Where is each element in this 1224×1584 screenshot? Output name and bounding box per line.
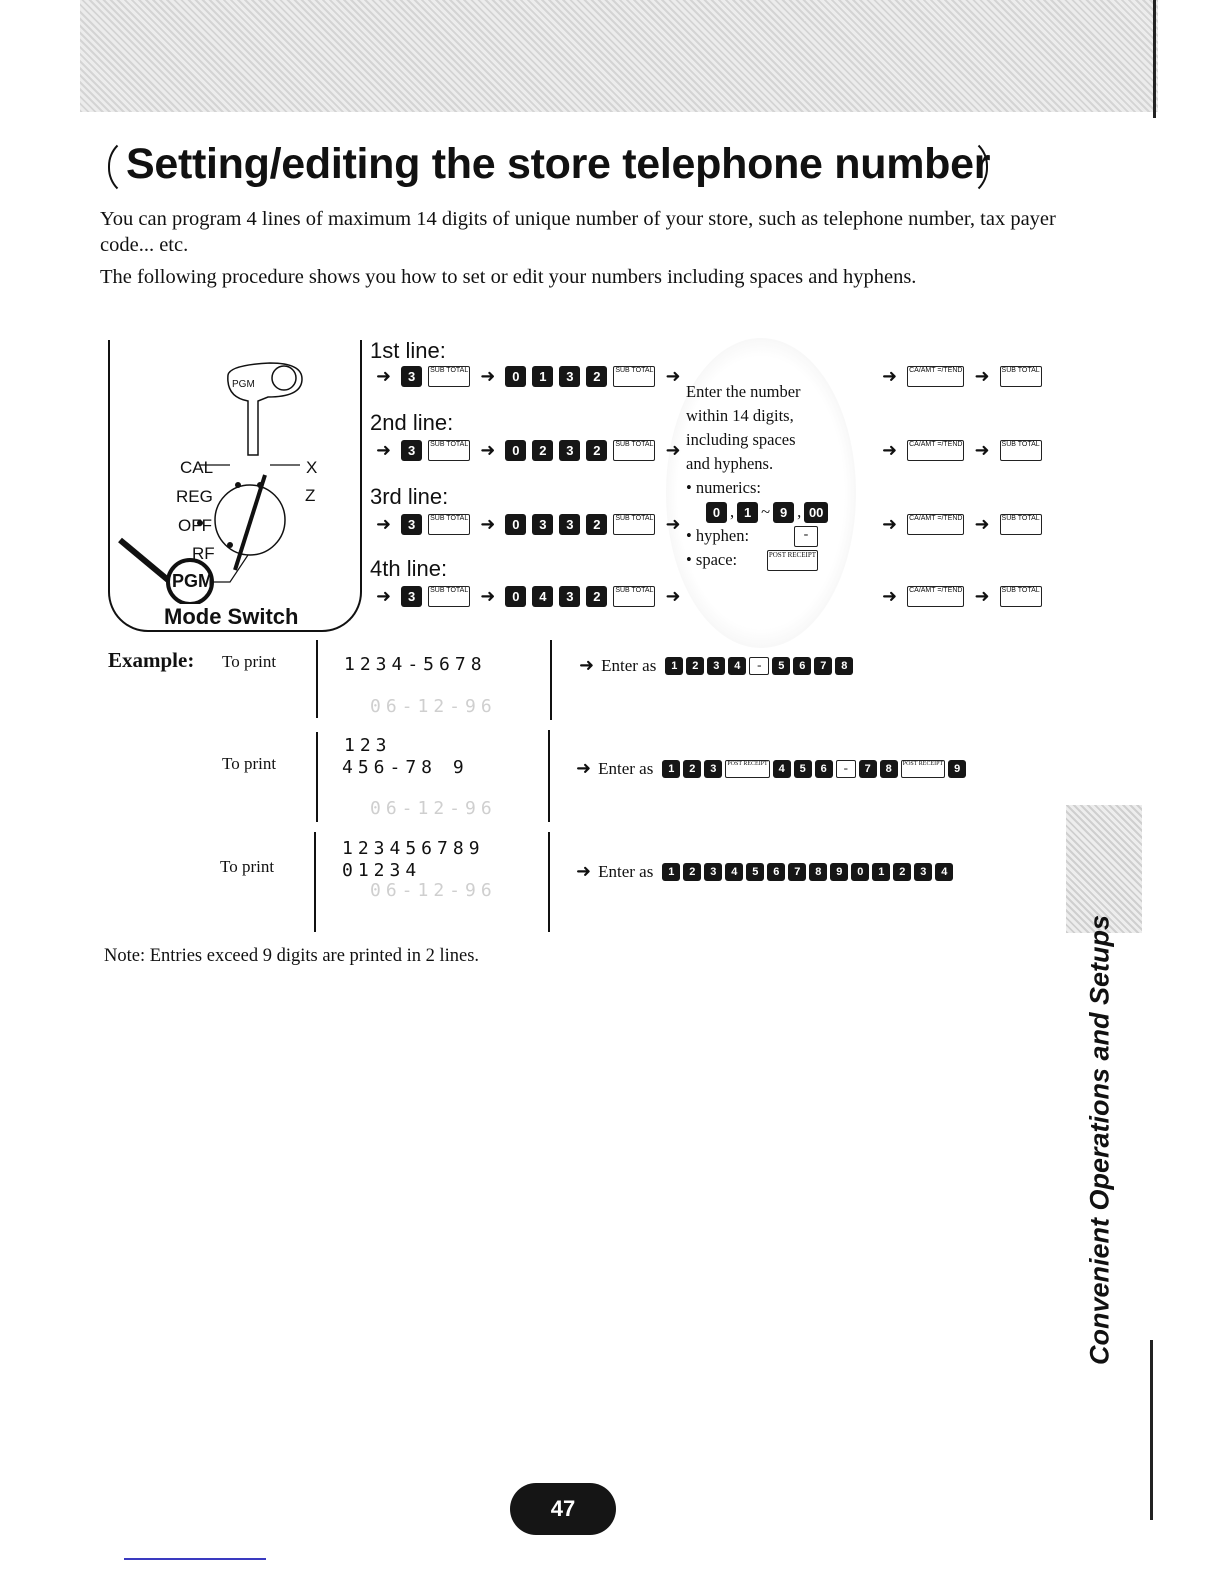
- hyphen-label: • hyphen:: [686, 526, 750, 545]
- page-title: Setting/editing the store telephone number: [126, 140, 991, 188]
- key-0: 0: [706, 502, 727, 523]
- print-sample-2b: 456-78 9: [342, 757, 469, 778]
- intro-paragraph-2: The following procedure shows you how to set or edit your numbers including spaces and hyphens.: [100, 266, 917, 288]
- ca-tend-key: CA/AMT =/TEND: [907, 440, 964, 461]
- ca-tend-key: CA/AMT =/TEND: [907, 586, 964, 607]
- post-receipt-key: POST RECEIPT: [767, 550, 818, 571]
- subtotal-key: SUB TOTAL: [613, 366, 655, 387]
- margin-rule-lower: [1150, 1340, 1153, 1520]
- key-3: 3: [401, 514, 422, 535]
- position-x: X: [306, 458, 318, 477]
- subtotal-key: SUB TOTAL: [1000, 440, 1042, 461]
- line-finish-sequence: [878, 586, 1042, 607]
- arrow-icon: ➜: [376, 514, 392, 534]
- enter-as-label: Enter as: [598, 758, 654, 778]
- arrow-icon: ➜: [480, 440, 496, 460]
- digit-key: 6: [767, 863, 785, 881]
- post-receipt-key: POST RECEIPT: [901, 760, 945, 778]
- arrow-icon: ➜: [974, 366, 990, 386]
- page-number: 47: [510, 1483, 616, 1535]
- bubble-line: within 14 digits,: [686, 406, 794, 425]
- bubble-line: Enter the number: [686, 382, 801, 401]
- mode-switch-title: Mode Switch: [160, 604, 302, 630]
- to-print-label-1: To print: [222, 652, 277, 671]
- line-key-sequence: [372, 586, 685, 607]
- arrow-icon: ➜: [665, 586, 681, 606]
- bubble-text: [686, 380, 828, 572]
- ca-tend-key: CA/AMT =/TEND: [907, 514, 964, 535]
- digit-key: 3: [914, 863, 932, 881]
- range-dash: ~: [761, 502, 771, 521]
- enter-as-label: Enter as: [598, 861, 654, 881]
- print-date-3: 06-12-96: [370, 880, 497, 901]
- line-label: 2nd line:: [370, 410, 454, 435]
- arrow-icon: ➜: [974, 514, 990, 534]
- arrow-icon: ➜: [480, 586, 496, 606]
- subtotal-key: SUB TOTAL: [428, 514, 470, 535]
- digit-key: 7: [859, 760, 877, 778]
- arrow-icon: ➜: [576, 758, 592, 778]
- position-reg: REG: [176, 487, 213, 506]
- digit-key: 7: [814, 657, 832, 675]
- divider: [316, 732, 318, 822]
- digit-key: 3: [704, 863, 722, 881]
- digit-key: 2: [683, 863, 701, 881]
- code-key: 3: [559, 366, 580, 387]
- digit-key: 1: [665, 657, 683, 675]
- code-key: 3: [559, 514, 580, 535]
- subtotal-key: SUB TOTAL: [613, 586, 655, 607]
- subtotal-key: SUB TOTAL: [1000, 586, 1042, 607]
- digit-key: 8: [880, 760, 898, 778]
- position-pgm: PGM: [172, 571, 214, 591]
- enter-as-row-1: [575, 655, 853, 676]
- numerics-keys: [686, 500, 828, 524]
- divider: [548, 832, 550, 932]
- arrow-icon: ➜: [480, 514, 496, 534]
- arrow-icon: ➜: [480, 366, 496, 386]
- line-finish-sequence: [878, 514, 1042, 535]
- space-label: • space:: [686, 550, 738, 569]
- code-key: 1: [532, 366, 553, 387]
- subtotal-key: SUB TOTAL: [428, 366, 470, 387]
- code-key: 2: [586, 514, 607, 535]
- line-label: 3rd line:: [370, 484, 449, 509]
- enter-as-label: Enter as: [601, 655, 657, 675]
- subtotal-key: SUB TOTAL: [1000, 366, 1042, 387]
- digit-key: 5: [746, 863, 764, 881]
- separator: ,: [730, 502, 735, 521]
- key-3: 3: [401, 366, 422, 387]
- arrow-icon: ➜: [882, 366, 898, 386]
- code-key: 0: [505, 586, 526, 607]
- key-label: PGM: [232, 379, 255, 390]
- digit-key: 4: [728, 657, 746, 675]
- print-sample-1: 1234-5678: [344, 654, 487, 675]
- line-label: 1st line:: [370, 338, 446, 363]
- line-key-sequence: [372, 514, 685, 535]
- digit-key: 8: [809, 863, 827, 881]
- arrow-icon: ➜: [882, 440, 898, 460]
- line-label: 4th line:: [370, 556, 448, 581]
- digit-key: 6: [815, 760, 833, 778]
- code-key: 2: [586, 586, 607, 607]
- key-1: 1: [737, 502, 758, 523]
- digit-key: 3: [704, 760, 722, 778]
- print-sample-3a: 123456789: [342, 838, 485, 859]
- enter-as-row-2: [572, 758, 966, 779]
- arrow-icon: ➜: [882, 514, 898, 534]
- digit-key: 4: [773, 760, 791, 778]
- hyphen-row: [686, 524, 818, 548]
- arrow-icon: ➜: [576, 861, 592, 881]
- arrow-icon: ➜: [665, 514, 681, 534]
- divider: [314, 832, 316, 932]
- arrow-icon: ➜: [974, 440, 990, 460]
- header-band: [80, 0, 1158, 112]
- print-sample-2a: 123: [344, 735, 392, 756]
- subtotal-key: SUB TOTAL: [613, 440, 655, 461]
- digit-key: 9: [830, 863, 848, 881]
- code-key: 2: [586, 440, 607, 461]
- code-key: 0: [505, 366, 526, 387]
- digit-key: 2: [683, 760, 701, 778]
- divider: [316, 640, 318, 718]
- digit-key: 9: [948, 760, 966, 778]
- ca-tend-key: CA/AMT =/TEND: [907, 366, 964, 387]
- to-print-label-3: To print: [220, 857, 275, 876]
- print-sample-3b: 01234: [342, 860, 422, 881]
- arrow-icon: ➜: [579, 655, 595, 675]
- digit-key: 3: [707, 657, 725, 675]
- hyphen-key: -: [836, 760, 856, 778]
- digit-key: 5: [772, 657, 790, 675]
- side-tab-label: Convenient Operations and Setups: [1084, 914, 1115, 1366]
- digit-key: 7: [788, 863, 806, 881]
- digit-key: 0: [851, 863, 869, 881]
- line-key-sequence: [372, 440, 685, 461]
- print-date-2: 06-12-96: [370, 798, 497, 819]
- example-label: Example:: [108, 648, 195, 672]
- code-key: 4: [532, 586, 553, 607]
- post-receipt-key: POST RECEIPT: [725, 760, 769, 778]
- position-rf: RF: [192, 544, 215, 563]
- numerics-label: • numerics:: [686, 478, 761, 497]
- key-3: 3: [401, 586, 422, 607]
- bubble-line: and hyphens.: [686, 454, 774, 473]
- line-finish-sequence: [878, 366, 1042, 387]
- key-icon: [228, 363, 302, 455]
- arrow-icon: ➜: [665, 366, 681, 386]
- hyphen-key: -: [749, 657, 769, 675]
- code-key: 3: [559, 440, 580, 461]
- digit-key: 4: [725, 863, 743, 881]
- key-3: 3: [401, 440, 422, 461]
- digit-key: 1: [662, 760, 680, 778]
- bubble-line: including spaces: [686, 430, 796, 449]
- footer-rule: [124, 1558, 266, 1560]
- subtotal-key: SUB TOTAL: [428, 440, 470, 461]
- space-row: [686, 548, 818, 572]
- key-00: 00: [804, 502, 828, 523]
- key-9: 9: [773, 502, 794, 523]
- intro-paragraph-1: You can program 4 lines of maximum 14 digits of unique number of your store, such as telephone number, tax payer code... etc.: [100, 208, 1056, 256]
- position-off: OFF: [178, 516, 212, 535]
- digit-key: 2: [686, 657, 704, 675]
- code-key: 3: [559, 586, 580, 607]
- line-finish-sequence: [878, 440, 1042, 461]
- arrow-icon: ➜: [376, 440, 392, 460]
- print-date-1: 06-12-96: [370, 696, 497, 717]
- code-key: 2: [586, 366, 607, 387]
- digit-key: 8: [835, 657, 853, 675]
- note-text: Note: Entries exceed 9 digits are printed in 2 lines.: [104, 946, 480, 966]
- subtotal-key: SUB TOTAL: [1000, 514, 1042, 535]
- divider: [548, 730, 550, 822]
- margin-rule: [1153, 0, 1156, 118]
- separator: ,: [797, 502, 802, 521]
- code-key: 3: [532, 514, 553, 535]
- subtotal-key: SUB TOTAL: [428, 586, 470, 607]
- hyphen-key: -: [794, 526, 818, 547]
- enter-as-row-3: [572, 861, 953, 882]
- position-cal: CAL: [180, 458, 214, 477]
- to-print-label-2: To print: [222, 754, 277, 773]
- digit-key: 1: [872, 863, 890, 881]
- digit-key: 2: [893, 863, 911, 881]
- code-key: 0: [505, 514, 526, 535]
- line-key-sequence: [372, 366, 685, 387]
- digit-key: 6: [793, 657, 811, 675]
- position-z: Z: [305, 486, 316, 505]
- digit-key: 4: [935, 863, 953, 881]
- arrow-icon: ➜: [882, 586, 898, 606]
- subtotal-key: SUB TOTAL: [613, 514, 655, 535]
- divider: [550, 640, 552, 720]
- side-tab-marker: [1066, 805, 1142, 933]
- digit-key: 5: [794, 760, 812, 778]
- arrow-icon: ➜: [376, 366, 392, 386]
- digit-key: 1: [662, 863, 680, 881]
- code-key: 2: [532, 440, 553, 461]
- arrow-icon: ➜: [376, 586, 392, 606]
- arrow-icon: ➜: [974, 586, 990, 606]
- code-key: 0: [505, 440, 526, 461]
- arrow-icon: ➜: [665, 440, 681, 460]
